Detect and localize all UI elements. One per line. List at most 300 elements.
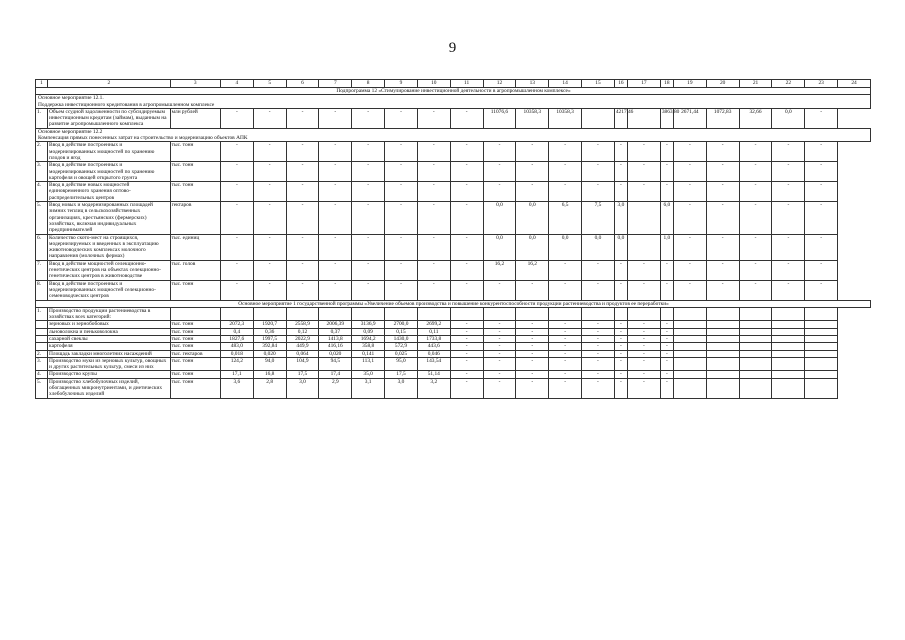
value-cell: - (220, 234, 253, 260)
value-cell: 113,1 (352, 357, 385, 371)
value-cell: - (417, 182, 450, 202)
value-cell: - (549, 378, 582, 398)
value-cell (706, 321, 739, 328)
value-cell: - (673, 260, 706, 280)
value-cell: - (549, 350, 582, 357)
indicator-name: Объем ссудной задолженности по субсидируемым инвестиционным кредитам (займам), выданным на развитие агропромышленного комплекса (48, 108, 171, 128)
value-cell: - (739, 280, 772, 300)
section-title: Основное мероприятие 1 государственной программы «Увеличение объемов производства и повышение конкурентоспособности продукции растениеводства и продуктов ее переработки» (36, 300, 871, 307)
table-row (36, 335, 871, 342)
value-cell: - (286, 162, 319, 182)
header-cell: 20 (706, 80, 739, 88)
section-title: Основное мероприятие 12.2 Компенсация прямых понесенных затрат на строительство и модернизацию объектов АПК (36, 128, 871, 142)
indicator-name: Ввод в действие построенных и модернизированных мощностей по хранению картофеля и овощей открытого грунта (48, 162, 171, 182)
header-cell: 5 (253, 80, 286, 88)
row-number: 1. (36, 307, 48, 321)
section-title: Подпрограмма 12 «Стимулирование инвестиционной деятельности в агропромышленном комплексе» (36, 88, 871, 95)
value-cell: - (450, 343, 483, 350)
header-cell: 3 (170, 80, 220, 88)
value-cell: - (450, 378, 483, 398)
value-cell: - (614, 350, 627, 357)
value-cell: 0,025 (385, 350, 418, 357)
value-cell: - (516, 162, 549, 182)
value-cell: - (253, 182, 286, 202)
indicator-name: Ввод в действие мощностей селекционно-генетических центров на объектах селекционно-генетических центров в животноводстве (48, 260, 171, 280)
value-cell (706, 371, 739, 378)
value-cell: - (772, 202, 805, 234)
value-cell: 35,0 (352, 371, 385, 378)
value-cell: 2700,0 (385, 321, 418, 328)
value-cell: - (582, 182, 615, 202)
value-cell (220, 307, 253, 321)
value-cell: - (739, 260, 772, 280)
value-cell: - (385, 280, 418, 300)
value-cell: - (220, 280, 253, 300)
value-cell (385, 307, 418, 321)
value-cell: - (417, 234, 450, 260)
row-number: 2. (36, 142, 48, 162)
value-cell: 2022,9 (286, 335, 319, 342)
value-cell: - (483, 335, 516, 342)
row-number: 6. (36, 234, 48, 260)
unit-cell: тыс. гектаров (170, 350, 220, 357)
value-cell: 0,4 (220, 328, 253, 335)
value-cell: - (450, 350, 483, 357)
value-cell: - (220, 202, 253, 234)
value-cell (772, 321, 805, 328)
value-cell: 0,141 (352, 350, 385, 357)
value-cell: 2,8 (253, 378, 286, 398)
header-cell: 14 (549, 80, 582, 88)
value-cell: - (319, 162, 352, 182)
value-cell: - (450, 234, 483, 260)
header-cell: 8 (352, 80, 385, 88)
value-cell (739, 371, 772, 378)
value-cell: - (660, 142, 673, 162)
value-cell: 51,14 (417, 371, 450, 378)
unit-cell: тыс. тонн (170, 280, 220, 300)
value-cell: - (582, 335, 615, 342)
value-cell (805, 328, 838, 335)
value-cell: 0,0 (614, 234, 627, 260)
value-cell: - (805, 162, 838, 182)
indicator-name: Ввод в действие новых мощностей единовременного хранения оптово-распределительных центров (48, 182, 171, 202)
value-cell: - (549, 321, 582, 328)
value-cell: - (286, 142, 319, 162)
value-cell (582, 307, 615, 321)
indicator-name: зерновых и зернобобовых (48, 321, 171, 328)
value-cell: - (582, 321, 615, 328)
header-cell: 1 (36, 80, 48, 88)
value-cell: - (450, 260, 483, 280)
value-cell: 0,36 (253, 328, 286, 335)
value-cell: - (614, 328, 627, 335)
value-cell (739, 343, 772, 350)
value-cell: - (417, 260, 450, 280)
value-cell: 1072,83 (706, 108, 739, 128)
value-cell (739, 328, 772, 335)
unit-cell: тыс. тонн (170, 343, 220, 350)
value-cell: - (739, 162, 772, 182)
table-row (36, 202, 871, 234)
value-cell (706, 378, 739, 398)
value-cell (706, 335, 739, 342)
value-cell (614, 307, 627, 321)
table-row (36, 350, 871, 357)
value-cell: 1997,5 (253, 335, 286, 342)
value-cell: - (516, 321, 549, 328)
value-cell: 17,5 (385, 371, 418, 378)
value-cell (772, 307, 805, 321)
value-cell: - (582, 162, 615, 182)
value-cell: 2699,2 (417, 321, 450, 328)
value-cell: - (614, 182, 627, 202)
value-cell: - (660, 335, 673, 342)
value-cell: - (660, 357, 673, 371)
value-cell (627, 307, 660, 321)
value-cell: - (673, 202, 706, 234)
value-cell: - (706, 234, 739, 260)
value-cell (673, 357, 706, 371)
unit-cell (170, 307, 220, 321)
value-cell: - (805, 182, 838, 202)
value-cell: - (582, 371, 615, 378)
value-cell: - (516, 378, 549, 398)
value-cell: - (673, 162, 706, 182)
table-row (36, 280, 871, 300)
value-cell: - (450, 202, 483, 234)
value-cell: - (627, 162, 660, 182)
value-cell (805, 357, 838, 371)
value-cell: 0,11 (417, 328, 450, 335)
indicator-name: льноволокна и пеньковолокна (48, 328, 171, 335)
value-cell: - (253, 202, 286, 234)
header-cell: 7 (319, 80, 352, 88)
value-cell: 16,2 (483, 260, 516, 280)
value-cell (805, 321, 838, 328)
value-cell: 3863,80 (660, 108, 673, 128)
value-cell: 16,2 (516, 260, 549, 280)
value-cell: - (352, 280, 385, 300)
value-cell: - (582, 328, 615, 335)
value-cell: 3,0 (286, 378, 319, 398)
value-cell: - (450, 321, 483, 328)
value-cell (805, 378, 838, 398)
value-cell (483, 307, 516, 321)
value-cell (739, 378, 772, 398)
table-row (36, 182, 871, 202)
value-cell: - (352, 142, 385, 162)
value-cell (706, 357, 739, 371)
value-cell: - (627, 335, 660, 342)
value-cell: - (660, 378, 673, 398)
value-cell: - (450, 142, 483, 162)
value-cell (772, 350, 805, 357)
value-cell: - (805, 108, 838, 128)
header-cell: 16 (614, 80, 627, 88)
value-cell: - (706, 182, 739, 202)
value-cell: - (483, 280, 516, 300)
header-cell: 17 (627, 80, 660, 88)
header-cell: 2 (48, 80, 171, 88)
table-row (36, 357, 871, 371)
value-cell: 3,1 (352, 378, 385, 398)
indicator-name: сахарной свеклы (48, 335, 171, 342)
value-cell: - (805, 280, 838, 300)
value-cell: - (483, 182, 516, 202)
value-cell: 0,0 (582, 234, 615, 260)
unit-cell: тыс. тонн (170, 378, 220, 398)
value-cell: - (772, 280, 805, 300)
header-cell: 6 (286, 80, 319, 88)
value-cell (772, 371, 805, 378)
value-cell (805, 371, 838, 378)
value-cell: - (614, 378, 627, 398)
value-cell: 3,0 (385, 378, 418, 398)
value-cell: - (627, 343, 660, 350)
value-cell: 0,09 (352, 328, 385, 335)
value-cell: - (253, 142, 286, 162)
row-number: 3. (36, 162, 48, 182)
value-cell: - (417, 202, 450, 234)
header-cell: 13 (516, 80, 549, 88)
value-cell: - (627, 378, 660, 398)
table-row (36, 234, 871, 260)
row-number (36, 328, 48, 335)
header-cell: 15 (582, 80, 615, 88)
value-cell: 0,12 (286, 328, 319, 335)
value-cell (805, 335, 838, 342)
section-title: Основное мероприятие 12.1. Поддержка инвестиционного кредитования в агропромышленном комплексе (36, 95, 871, 109)
value-cell: - (483, 378, 516, 398)
indicator-name: Площадь закладки многолетних насаждений (48, 350, 171, 357)
table-row (36, 378, 871, 398)
table-row (36, 162, 871, 182)
value-cell: - (706, 260, 739, 280)
value-cell (660, 307, 673, 321)
value-cell: - (627, 142, 660, 162)
value-cell: - (772, 142, 805, 162)
value-cell: - (582, 378, 615, 398)
value-cell: - (660, 371, 673, 378)
value-cell: - (286, 234, 319, 260)
value-cell: - (549, 357, 582, 371)
value-cell (805, 307, 838, 321)
table-row (36, 343, 871, 350)
value-cell: 0,0 (483, 202, 516, 234)
value-cell: 94,5 (319, 357, 352, 371)
row-number (36, 335, 48, 342)
value-cell: 10358,3 (549, 108, 582, 128)
indicator-name: Количество ското-мест на строящихся, модернизируемых и введенных в эксплуатацию животноводческих комплексах молочного направления (молочных фермах) (48, 234, 171, 260)
value-cell: - (220, 260, 253, 280)
value-cell (352, 307, 385, 321)
value-cell: 16,8 (253, 371, 286, 378)
value-cell: - (549, 142, 582, 162)
value-cell: - (516, 142, 549, 162)
row-number (36, 343, 48, 350)
value-cell: - (673, 182, 706, 202)
unit-cell: тыс. тонн (170, 162, 220, 182)
value-cell (253, 307, 286, 321)
value-cell: 0,0 (483, 234, 516, 260)
value-cell (582, 108, 615, 128)
value-cell: 1,0 (660, 234, 673, 260)
value-cell: - (582, 142, 615, 162)
row-number (36, 321, 48, 328)
table-row (36, 371, 871, 378)
row-number: 7. (36, 260, 48, 280)
value-cell: - (385, 142, 418, 162)
value-cell: 449,9 (286, 343, 319, 350)
value-cell: - (660, 343, 673, 350)
value-cell: - (805, 142, 838, 162)
row-number: 8. (36, 280, 48, 300)
unit-cell: тыс. тонн (170, 335, 220, 342)
unit-cell: гектаров (170, 202, 220, 234)
value-cell: 2671,44 (673, 108, 706, 128)
value-cell: - (253, 162, 286, 182)
value-cell: 1694,2 (352, 335, 385, 342)
value-cell: - (450, 357, 483, 371)
header-cell: 23 (805, 80, 838, 88)
value-cell (549, 307, 582, 321)
value-cell: - (450, 108, 483, 128)
value-cell (673, 335, 706, 342)
value-cell: - (516, 328, 549, 335)
value-cell: 2072,3 (220, 321, 253, 328)
value-cell: 0,37 (319, 328, 352, 335)
header-cell: 4 (220, 80, 253, 88)
value-cell: - (614, 335, 627, 342)
value-cell: - (319, 108, 352, 128)
unit-cell: тыс. тонн (170, 321, 220, 328)
value-cell: - (385, 234, 418, 260)
header-cell: 19 (673, 80, 706, 88)
row-number: 4. (36, 182, 48, 202)
value-cell: 17,5 (286, 371, 319, 378)
value-cell: - (352, 182, 385, 202)
indicator-name: Производство муки из зерновых культур, овощных и других растительных культур, смеси из них (48, 357, 171, 371)
value-cell (739, 335, 772, 342)
value-cell: - (582, 357, 615, 371)
value-cell: - (660, 280, 673, 300)
value-cell: - (352, 202, 385, 234)
value-cell: - (319, 202, 352, 234)
value-cell: 1430,0 (385, 335, 418, 342)
value-cell: - (582, 280, 615, 300)
value-cell: - (614, 321, 627, 328)
value-cell: - (614, 280, 627, 300)
value-cell (772, 343, 805, 350)
data-table-wrapper (35, 79, 871, 399)
value-cell: - (516, 357, 549, 371)
indicator-name: Производство хлебобулочных изделий, обогащенных микронутриентами, и диетических хлебобулочных изделий (48, 378, 171, 398)
data-table (35, 79, 871, 399)
value-cell: 3,6 (220, 378, 253, 398)
unit-cell: млн рублей (170, 108, 220, 128)
header-cell: 24 (838, 80, 871, 88)
value-cell: 143,54 (417, 357, 450, 371)
value-cell: - (286, 108, 319, 128)
value-cell: - (352, 260, 385, 280)
value-cell: 358,8 (352, 343, 385, 350)
section-title-row (36, 95, 871, 109)
section-title-row (36, 128, 871, 142)
value-cell: - (549, 335, 582, 342)
value-cell: - (549, 260, 582, 280)
value-cell: 3,0 (614, 202, 627, 234)
value-cell: 32,66 (739, 108, 772, 128)
value-cell: - (516, 182, 549, 202)
value-cell (450, 307, 483, 321)
value-cell (417, 307, 450, 321)
value-cell: 3136,9 (352, 321, 385, 328)
value-cell: - (483, 371, 516, 378)
value-cell: - (516, 343, 549, 350)
row-number: 3. (36, 357, 48, 371)
table-row (36, 307, 871, 321)
value-cell: 1827,6 (220, 335, 253, 342)
unit-cell: тыс. тонн (170, 182, 220, 202)
value-cell: 17,4 (319, 371, 352, 378)
table-row (36, 108, 871, 128)
value-cell: - (614, 142, 627, 162)
unit-cell: тыс. единиц (170, 234, 220, 260)
value-cell: - (627, 260, 660, 280)
value-cell: - (627, 321, 660, 328)
value-cell: 4217,46 (614, 108, 627, 128)
value-cell: - (549, 371, 582, 378)
table-row (36, 142, 871, 162)
value-cell (772, 378, 805, 398)
value-cell: - (483, 162, 516, 182)
value-cell: - (673, 234, 706, 260)
page-number: 9 (448, 40, 457, 56)
value-cell (627, 234, 660, 260)
value-cell: - (660, 182, 673, 202)
value-cell: - (319, 142, 352, 162)
value-cell: - (772, 260, 805, 280)
value-cell: 3,2 (417, 378, 450, 398)
value-cell: 94,0 (253, 357, 286, 371)
value-cell: - (805, 202, 838, 234)
value-cell: 6,0 (660, 202, 673, 234)
value-cell (739, 307, 772, 321)
value-cell: 2,9 (319, 378, 352, 398)
value-cell: - (614, 343, 627, 350)
value-cell: - (706, 162, 739, 182)
value-cell (706, 307, 739, 321)
value-cell: - (660, 162, 673, 182)
value-cell: - (450, 280, 483, 300)
value-cell: 17,1 (220, 371, 253, 378)
value-cell: - (385, 162, 418, 182)
value-cell: 0,0 (772, 108, 805, 128)
header-cell: 18 (660, 80, 673, 88)
value-cell (673, 350, 706, 357)
value-cell: - (286, 182, 319, 202)
value-cell: 0,018 (220, 350, 253, 357)
indicator-name: картофеля (48, 343, 171, 350)
value-cell: - (772, 182, 805, 202)
value-cell: 7,5 (582, 202, 615, 234)
value-cell (673, 307, 706, 321)
value-cell: - (627, 182, 660, 202)
value-cell (739, 321, 772, 328)
header-cell: 12 (483, 80, 516, 88)
value-cell: - (385, 182, 418, 202)
